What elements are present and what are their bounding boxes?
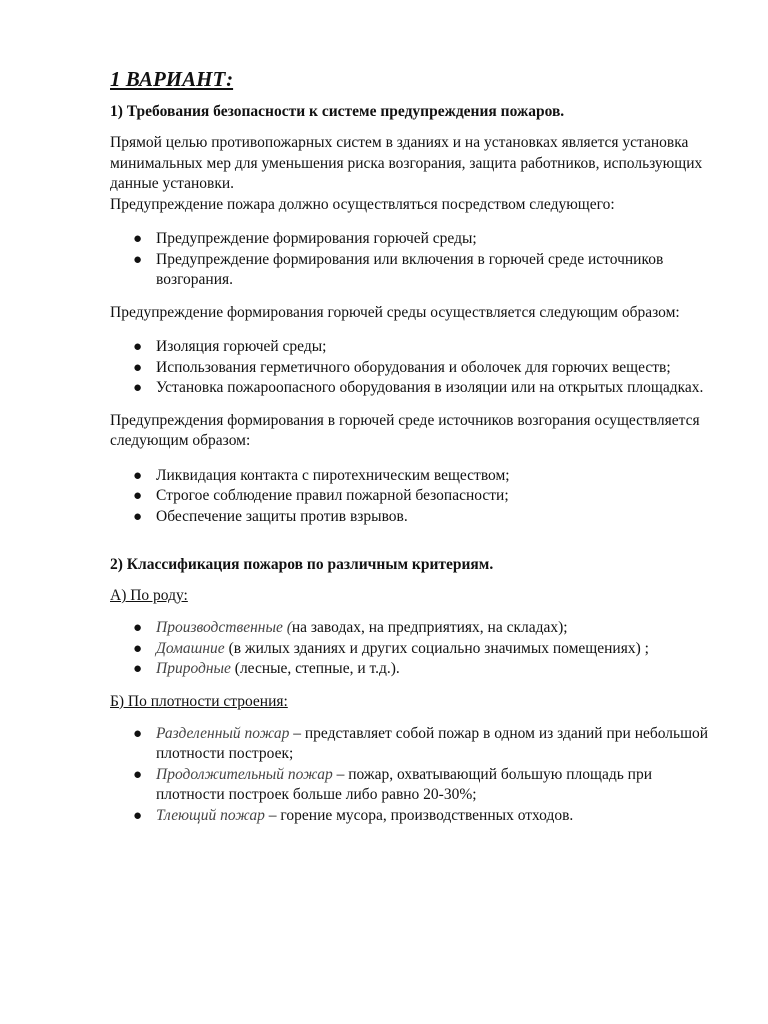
list-item: ● Использования герметичного оборудования и оболочек для горючих веществ; [110, 358, 720, 379]
list-item: ● Природные (лесные, степные, и т.д.). [110, 659, 720, 680]
bullet-icon: ● [133, 488, 143, 504]
list-item: ● Домашние (в жилых зданиях и других социально значимых помещениях) ; [110, 639, 720, 660]
document-page [110, 66, 720, 838]
list-item: ● Производственные (на заводах, на предприятиях, на складах); [110, 618, 720, 639]
subheading-by-type: А) По роду: [110, 587, 188, 604]
list-item: ● Ликвидация контакта с пиротехническим веществом; [110, 466, 720, 487]
bullet-icon: ● [133, 508, 143, 525]
bullet-icon: ● [133, 231, 143, 247]
list-fire-prevention [110, 229, 720, 291]
bullet-icon: ● [133, 766, 143, 783]
list-ignition-sources [110, 466, 720, 528]
bullet-icon: ● [133, 251, 143, 268]
list-by-density [110, 724, 720, 827]
section1-para3: Предупреждения формирования в горючей среде источников возгорания осуществляется следующим образом: [110, 411, 700, 449]
list-by-type [110, 618, 720, 680]
list-item: ● Изоляция горючей среды; [110, 337, 720, 358]
list-combustible-env [110, 337, 720, 399]
section2-heading: 2) Классификация пожаров по различным критериям. [110, 556, 494, 573]
section1-intro2: Предупреждение пожара должно осуществляться посредством следующего: [110, 195, 615, 213]
bullet-icon: ● [133, 640, 143, 657]
list-item: ● Строгое соблюдение правил пожарной безопасности; [110, 486, 720, 507]
section1-intro: Прямой целью противопожарных систем в зданиях и на установках является установка минимальных мер для уменьшения риска возгорания, защита работников, использующих данные установки. [110, 134, 703, 192]
list-item: ● Обеспечение защиты против взрывов. [110, 507, 720, 528]
bullet-icon: ● [133, 467, 143, 484]
list-item: ● Продолжительный пожар – пожар, охватывающий большую площадь при плотности построек больше либо равно 20-30%; [133, 765, 653, 803]
bullet-icon: ● [133, 339, 143, 355]
section1-para2: Предупреждение формирования горючей среды осуществляется следующим образом: [110, 303, 680, 321]
section1-heading: 1) Требования безопасности к системе предупреждения пожаров. [110, 103, 565, 120]
list-item: ● Тлеющий пожар – горение мусора, производственных отходов. [110, 806, 720, 827]
list-item: ● Предупреждение формирования или включения в горючей среде источников возгорания. [133, 250, 664, 288]
list-item: ● Разделенный пожар – представляет собой пожар в одном из зданий при небольшой плотности построек; [133, 724, 709, 762]
bullet-icon: ● [133, 620, 143, 636]
variant-title: 1 ВАРИАНТ: [110, 67, 234, 91]
bullet-icon: ● [133, 661, 143, 677]
bullet-icon: ● [133, 807, 143, 824]
bullet-icon: ● [133, 725, 143, 742]
list-item: ● Установка пожароопасного оборудования в изоляции или на открытых площадках. [110, 378, 720, 399]
list-item: ● Предупреждение формирования горючей среды; [110, 229, 720, 250]
bullet-icon: ● [133, 359, 143, 376]
bullet-icon: ● [133, 380, 143, 396]
subheading-by-density: Б) По плотности строения: [110, 692, 288, 710]
spacer [110, 539, 720, 555]
